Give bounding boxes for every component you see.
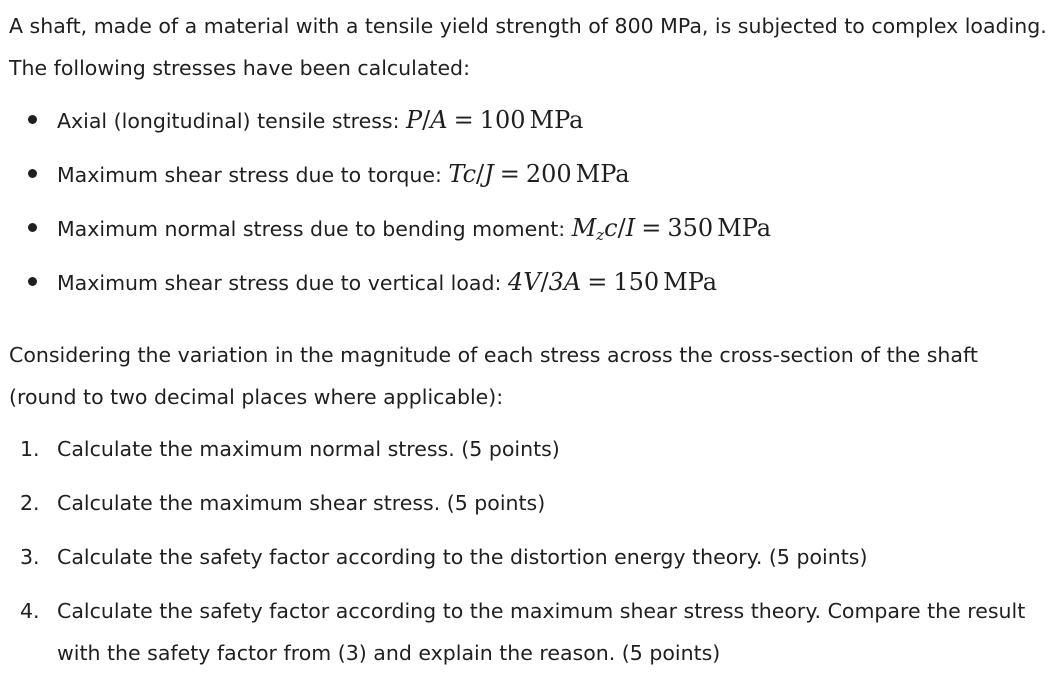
stress-formula: 4V/3A = 150 MPa — [507, 268, 718, 296]
stress-item-axial — [9, 98, 771, 152]
question-text: Calculate the safety factor according to the distortion energy theory. (5 points) — [57, 545, 868, 569]
stress-value: 350 — [667, 214, 714, 242]
stress-formula: Tc/J = 200 MPa — [448, 160, 630, 188]
bullet-dot-icon — [28, 169, 37, 178]
bullet-dot-icon — [28, 223, 37, 232]
stress-item-vertical-load — [9, 260, 771, 314]
stress-label: Maximum shear stress due to torque: — [57, 163, 449, 187]
stress-label: Maximum shear stress due to vertical load: — [57, 271, 508, 295]
question-number: 2. — [20, 491, 40, 515]
bullet-dot-icon — [28, 277, 37, 286]
stress-formula: P/A = 100 MPa — [406, 106, 584, 134]
stress-item-bending — [9, 206, 771, 260]
question-text: Calculate the safety factor according to the maximum shear stress theory. Compare the result with the safety factor from (3) and explain the reason. (5 points) — [57, 599, 1026, 665]
stress-item-torque — [9, 152, 771, 206]
stress-value: 150 — [613, 268, 660, 296]
question-item-1 — [9, 428, 1029, 470]
stress-value: 200 — [525, 160, 572, 188]
question-item-3 — [9, 536, 1029, 578]
question-number: 3. — [20, 545, 40, 569]
stress-list — [9, 98, 771, 314]
question-text: Calculate the maximum shear stress. (5 points) — [57, 491, 546, 515]
question-number: 4. — [20, 599, 40, 623]
stress-value: 100 — [479, 106, 526, 134]
question-list — [9, 428, 1029, 686]
stress-unit: MPa — [529, 106, 584, 134]
stress-unit: MPa — [717, 214, 772, 242]
question-item-2 — [9, 482, 1029, 524]
stress-label: Axial (longitudinal) tensile stress: — [57, 109, 407, 133]
question-item-4 — [9, 590, 1029, 674]
instruction-paragraph: Considering the variation in the magnitude of each stress across the cross-section of the shaft (round to two decimal places where applicable): — [9, 343, 978, 409]
question-number: 1. — [20, 437, 40, 461]
question-text: Calculate the maximum normal stress. (5 points) — [57, 437, 560, 461]
stress-label: Maximum normal stress due to bending moment: — [57, 217, 572, 241]
stress-unit: MPa — [575, 160, 630, 188]
stress-unit: MPa — [663, 268, 718, 296]
stress-formula: $M_zc/I = 350$ MPa — [571, 214, 772, 244]
intro-paragraph: A shaft, made of a material with a tensile yield strength of 800 MPa, is subjected to complex loading. The following stresses have been calculated: — [9, 14, 1047, 80]
bullet-dot-icon — [28, 115, 37, 124]
